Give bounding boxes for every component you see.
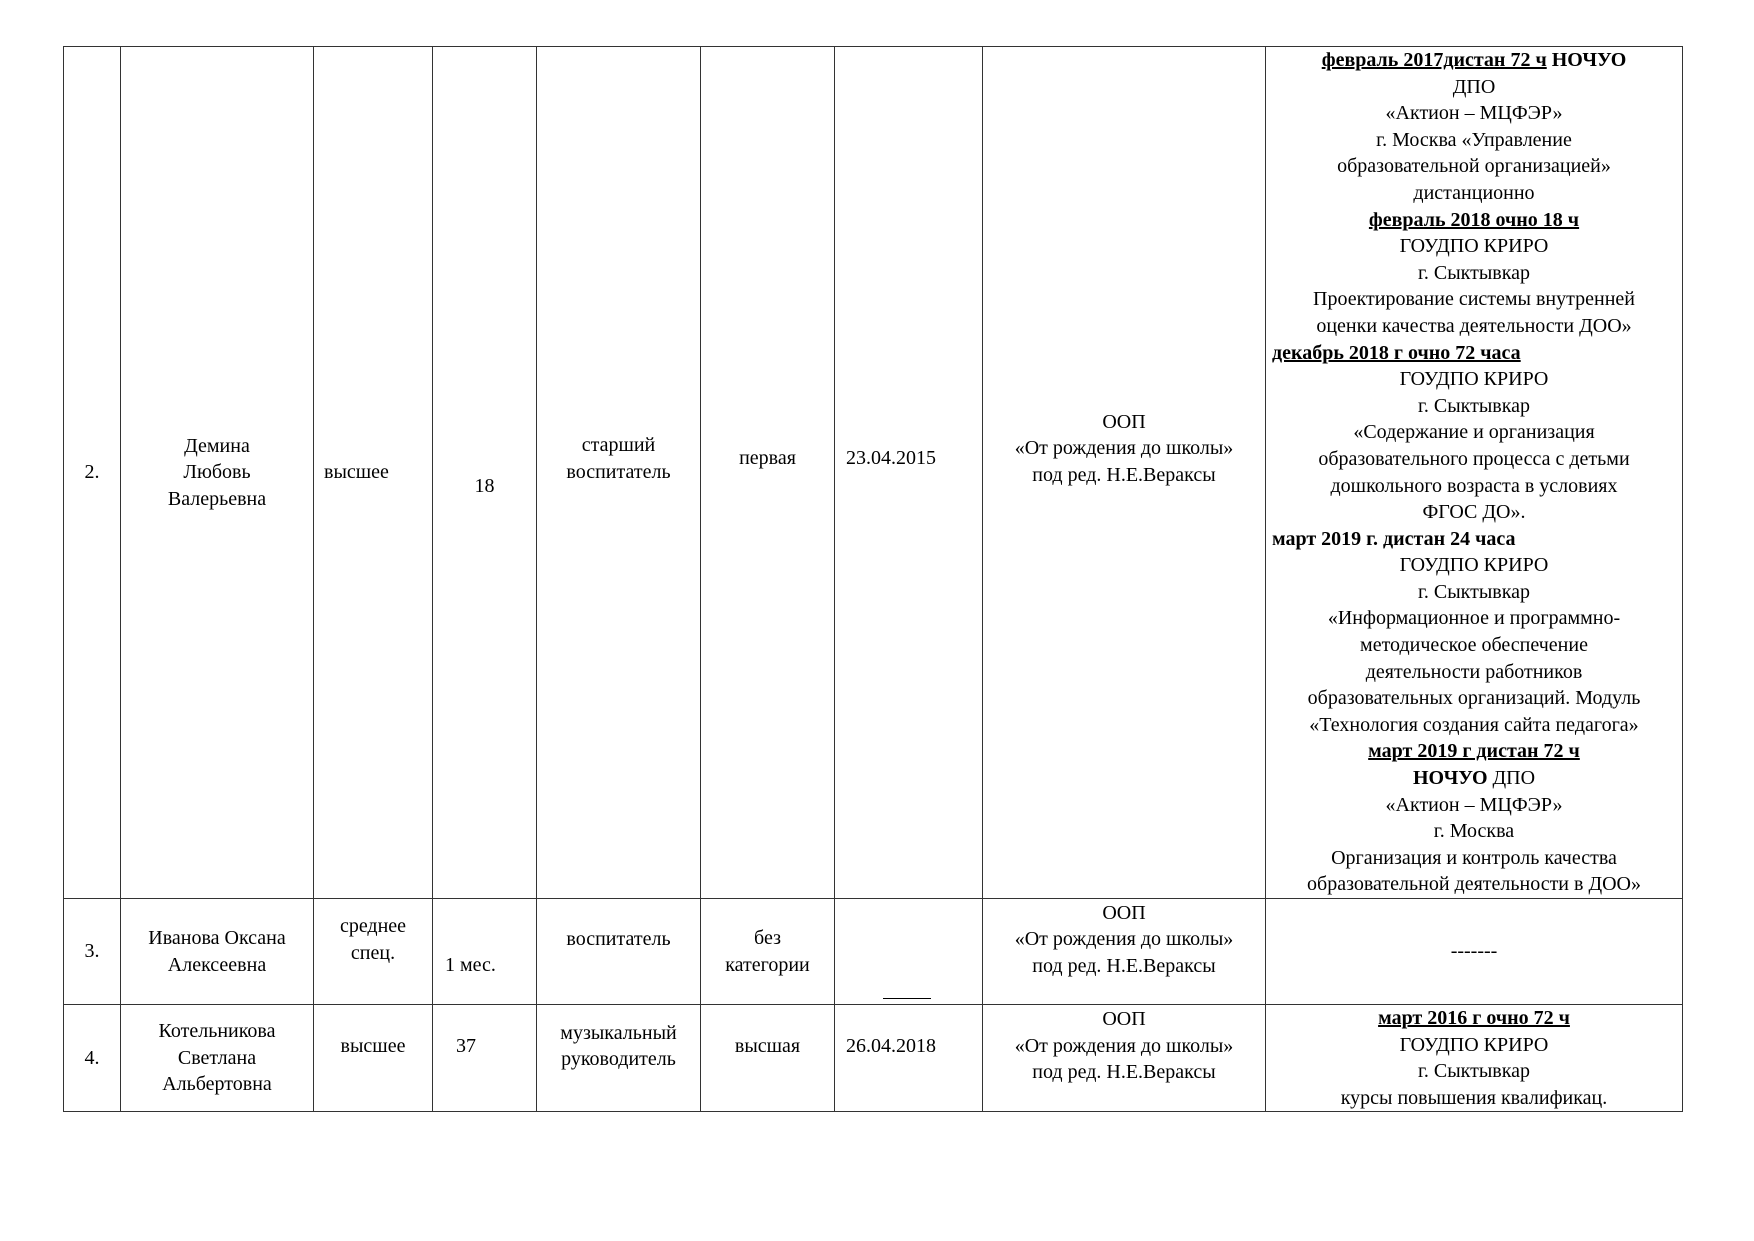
training-courses: март 2016 г очно 72 ч ГОУДПО КРИРО г. Сыктывкар курсы повышения квалификац. <box>1266 1005 1683 1112</box>
employee-name: Котельникова Светлана Альбертовна <box>121 1005 314 1112</box>
row-number: 4. <box>64 1005 121 1112</box>
position: воспитатель <box>537 899 701 1005</box>
employee-name: Иванова Оксана Алексеевна <box>121 899 314 1005</box>
position: музыкальный руководитель <box>537 1005 701 1112</box>
qualification-category: первая <box>701 47 835 899</box>
empty-date-rule <box>883 998 931 999</box>
table-row <box>64 47 1683 899</box>
experience: 18 <box>433 47 537 899</box>
education: среднее спец. <box>314 899 433 1005</box>
table-row <box>64 1005 1683 1112</box>
staff-table <box>63 46 1683 1112</box>
row-number: 3. <box>64 899 121 1005</box>
attestation-date <box>835 899 983 1005</box>
educational-program: ООП «От рождения до школы» под ред. Н.Е.Вераксы <box>983 899 1266 1005</box>
qualification-category: без категории <box>701 899 835 1005</box>
experience: 37 <box>433 1005 537 1112</box>
row-number: 2. <box>64 47 121 899</box>
education: высшее <box>314 47 433 899</box>
educational-program: ООП «От рождения до школы» под ред. Н.Е.Вераксы <box>983 1005 1266 1112</box>
attestation-date: 26.04.2018 <box>835 1005 983 1112</box>
position: старший воспитатель <box>537 47 701 899</box>
training-courses: февраль 2017дистан 72 ч НОЧУО ДПО «Актион – МЦФЭР» г. Москва «Управление образовательной организацией» дистанционно февраль 2018 очно 18 ч ГОУДПО КРИРО г. Сыктывкар Проектирование системы внутренней оценки качества деятельности ДОО» декабрь 2018 г очно 72 часа ГОУДПО КРИРО г. Сыктывкар «Содержание и организация образовательного процесса с детьми дошкольного возраста в условиях ФГОС ДО». март 2019 г. дистан 24 часа ГОУДПО КРИРО г. Сыктывкар «Информационное и программно- методическое обеспечение деятельности работников образовательных организаций. Модуль «Технология создания сайта педагога» март 2019 г дистан 72 ч НОЧУО ДПО «Актион – МЦФЭР» г. Москва Организация и контроль качества образовательной деятельности в ДОО» <box>1266 47 1683 899</box>
training-courses: ------- <box>1266 899 1683 1005</box>
qualification-category: высшая <box>701 1005 835 1112</box>
attestation-date: 23.04.2015 <box>835 47 983 899</box>
education: высшее <box>314 1005 433 1112</box>
table-row <box>64 899 1683 1005</box>
educational-program: ООП «От рождения до школы» под ред. Н.Е.Вераксы <box>983 47 1266 899</box>
experience: 1 мес. <box>433 899 537 1005</box>
employee-name: Демина Любовь Валерьевна <box>121 47 314 899</box>
